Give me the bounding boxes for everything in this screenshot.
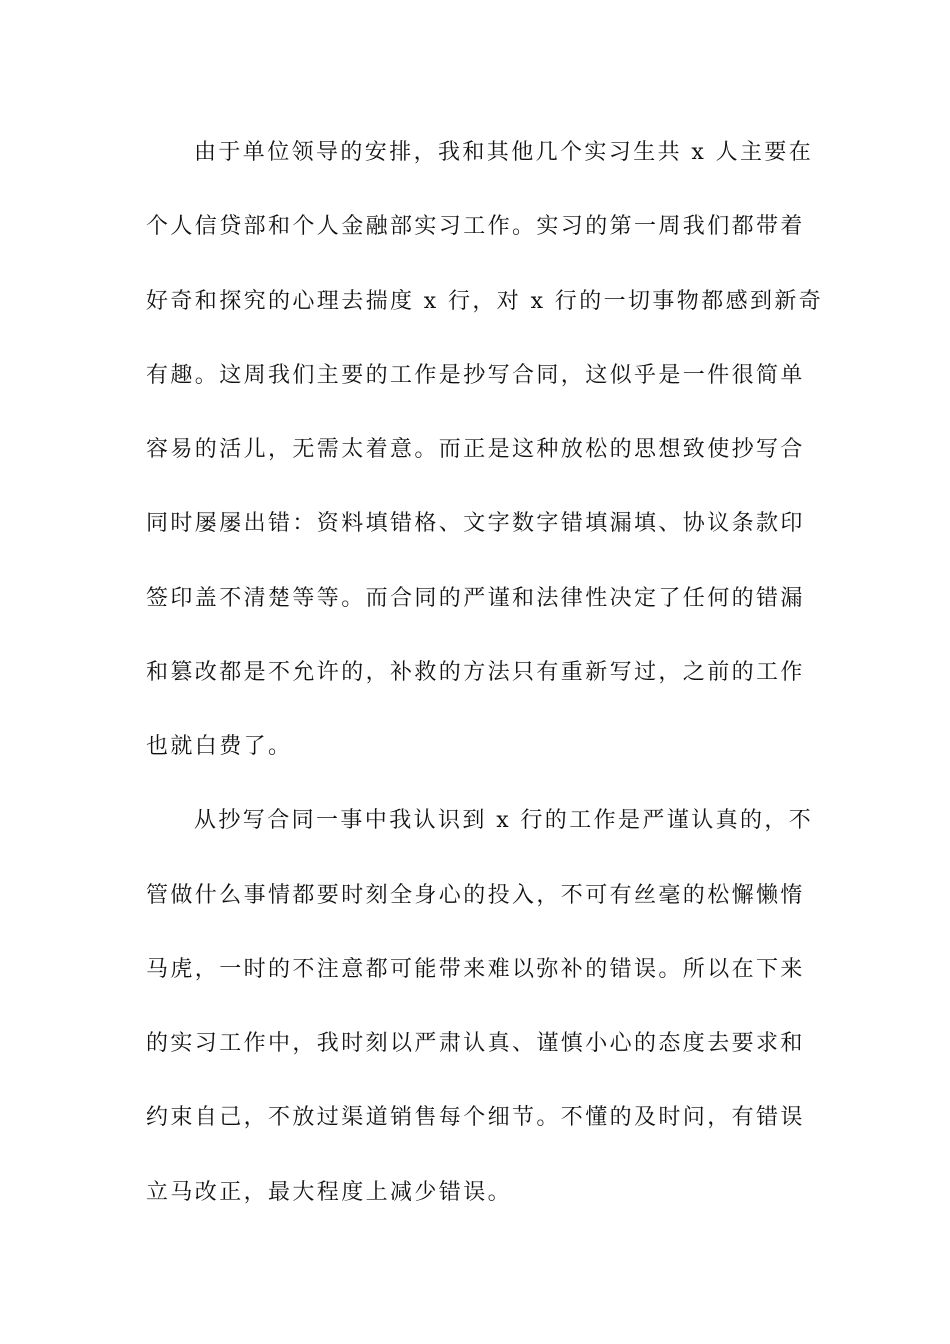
paragraph-line: 和篡改都是不允许的，补救的方法只有重新写过，之前的工作 — [146, 659, 805, 685]
paragraph-line: 马虎，一时的不注意都可能带来难以弥补的错误。所以在下来 — [146, 956, 805, 982]
paragraph-line: 容易的活儿，无需太着意。而正是这种放松的思想致使抄写合 — [146, 437, 805, 462]
paragraph-line: 有趣。这周我们主要的工作是抄写合同，这似乎是一件很简单 — [146, 362, 805, 388]
paragraph-1 — [146, 134, 824, 765]
paragraph-line: 个人信贷部和个人金融部实习工作。实习的第一周我们都带着 — [146, 214, 805, 240]
paragraph-line: 管做什么事情都要时刻全身心的投入，不可有丝毫的松懈懒惰 — [146, 882, 805, 908]
paragraph-line: 从抄写合同一事中我认识到 x 行的工作是严谨认真的，不 — [194, 808, 814, 834]
paragraph-line: 立马改正，最大程度上减少错误。 — [146, 1179, 513, 1205]
paragraph-line: 好奇和探究的心理去揣度 x 行，对 x 行的一切事物都感到新奇 — [146, 288, 824, 314]
paragraph-line: 也就白费了。 — [146, 734, 293, 759]
paragraph-line: 的实习工作中，我时刻以严肃认真、谨慎小心的态度去要求和 — [146, 1031, 805, 1056]
paragraph-2 — [146, 802, 814, 1210]
paragraph-line: 签印盖不清楚等等。而合同的严谨和法律性决定了任何的错漏 — [146, 585, 805, 611]
paragraph-line: 由于单位领导的安排，我和其他几个实习生共 x 人主要在 — [194, 140, 814, 165]
paragraph-line: 同时屡屡出错：资料填错格、文字数字错填漏填、协议条款印 — [146, 511, 805, 537]
document-body — [146, 134, 824, 1248]
paragraph-line: 约束自己，不放过渠道销售每个细节。不懂的及时问，有错误 — [146, 1105, 805, 1131]
